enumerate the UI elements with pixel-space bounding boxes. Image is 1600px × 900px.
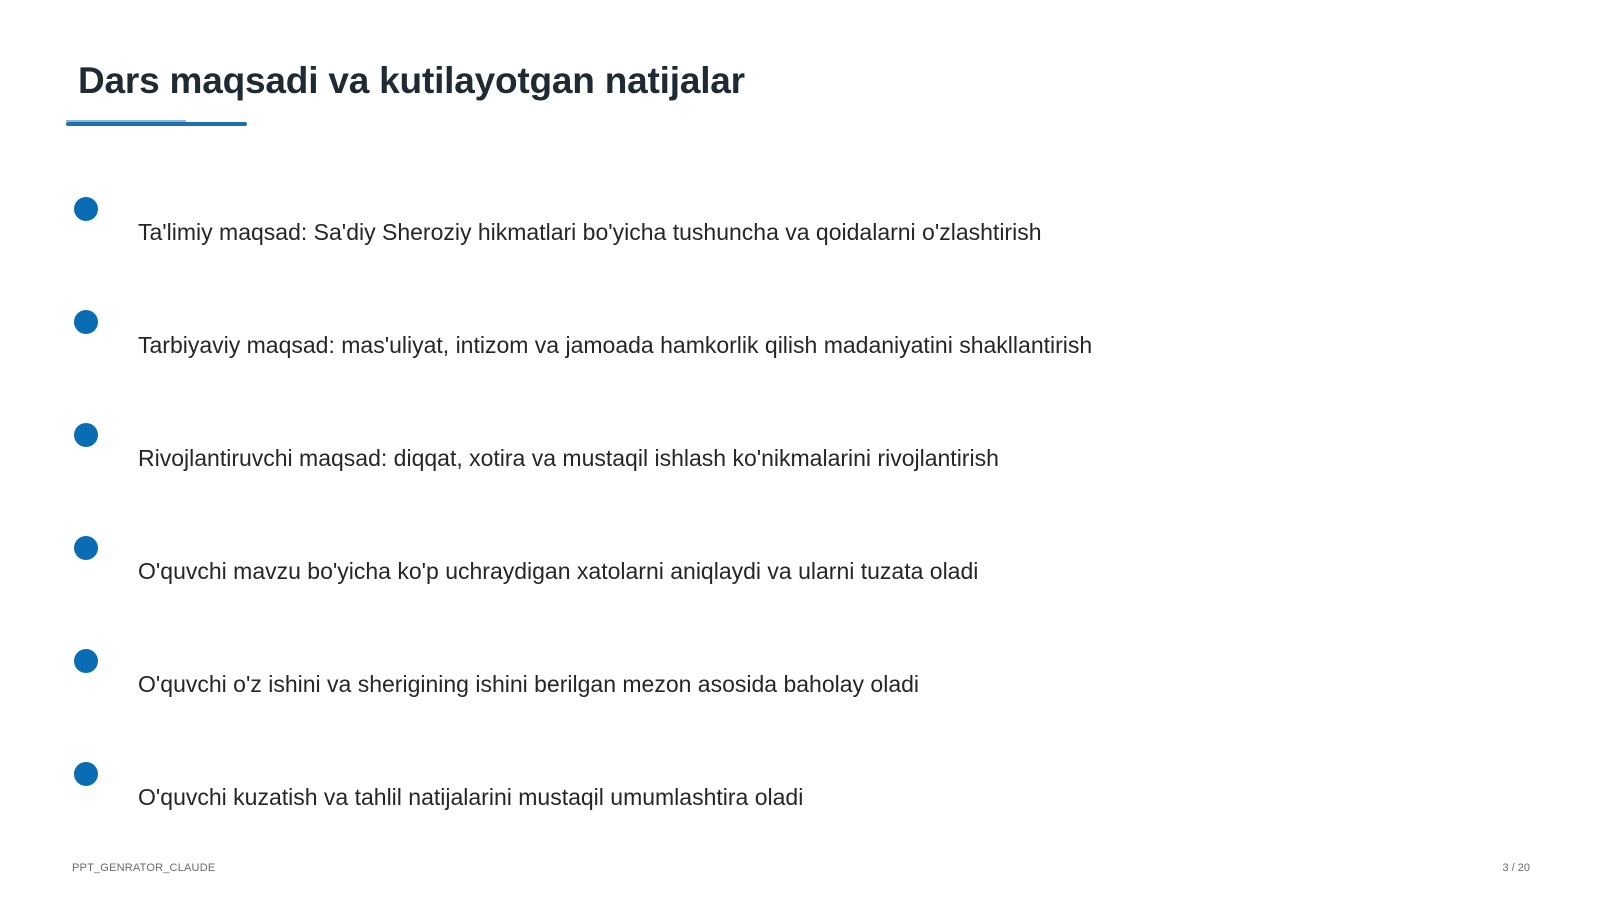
- list-item: [0, 762, 1600, 872]
- list-item: [0, 423, 1600, 533]
- list-item: [0, 197, 1600, 307]
- page-number: 3 / 20: [1502, 862, 1530, 874]
- list-item: [0, 310, 1600, 420]
- bullet-dot-icon: [74, 649, 98, 673]
- list-item: [0, 536, 1600, 646]
- bullet-text: Tarbiyaviy maqsad: mas'uliyat, intizom va jamoada hamkorlik qilish madaniyatini shakllantirish: [138, 332, 1093, 358]
- title-underline: [66, 122, 247, 126]
- bullet-dot-icon: [74, 197, 98, 221]
- bullet-text: Rivojlantiruvchi maqsad: diqqat, xotira va mustaqil ishlash ko'nikmalarini rivojlantirish: [138, 445, 999, 471]
- bullet-dot-icon: [74, 423, 98, 447]
- bullet-dot-icon: [74, 536, 98, 560]
- bullet-text: O'quvchi mavzu bo'yicha ko'p uchraydigan xatolarni aniqlaydi va ularni tuzata oladi: [138, 558, 979, 584]
- bullet-dot-icon: [74, 310, 98, 334]
- bullet-text: O'quvchi o'z ishini va sherigining ishini berilgan mezon asosida baholay oladi: [138, 671, 920, 697]
- bullet-text: Ta'limiy maqsad: Sa'diy Sheroziy hikmatlari bo'yicha tushuncha va qoidalarni o'zlashtirish: [138, 219, 1042, 245]
- bullet-text: O'quvchi kuzatish va tahlil natijalarini mustaqil umumlashtira oladi: [138, 784, 804, 810]
- footer-label: PPT_GENRATOR_CLAUDE: [72, 862, 216, 874]
- list-item: [0, 649, 1600, 759]
- slide-title: Dars maqsadi va kutilayotgan natijalar: [78, 60, 745, 101]
- bullet-dot-icon: [74, 762, 98, 786]
